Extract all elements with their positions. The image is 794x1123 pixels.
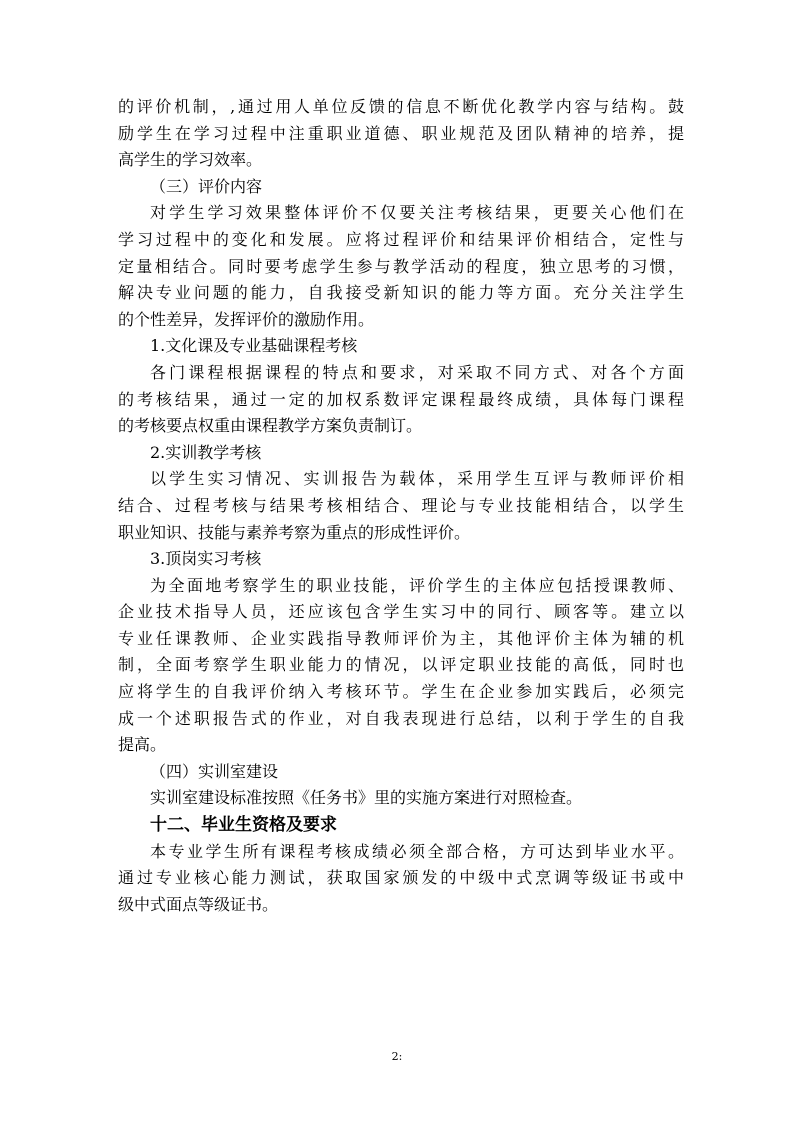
text-line: 成一个述职报告式的作业，对自我表现进行总结，以利于学生的自我 [118,708,684,728]
text-line: 以学生实习情况、实训报告为载体，采用学生互评与教师评价相 [150,469,684,489]
text-line: 学习过程中的变化和发展。应将过程评价和结果评价相结合，定性与 [118,229,684,249]
paragraph-training-room [118,785,684,812]
text-line: 各门课程根据课程的特点和要求，对采取不同方式、对各个方面 [150,362,684,382]
text-line: 对学生学习效果整体评价不仅要关注考核结果，更要关心他们在 [150,203,684,223]
text-line: 的考核结果，通过一定的加权系数评定课程最终成绩，具体每门课程 [118,389,684,409]
chapter-heading-graduation-requirements: 十二、毕业生资格及要求 [150,815,337,836]
text-line: 职业知识、技能与素养考察为重点的形成性评价。 [118,522,471,542]
paragraph-graduation-requirements [118,839,684,919]
text-line: 专业任课教师、企业实践指导教师评价为主，其他评价主体为辅的机 [118,628,684,648]
text-line: 的考核要点权重由课程教学方案负责制订。 [118,416,423,436]
text-line: 的个性差异，发挥评价的激励作用。 [118,309,375,329]
text-line: 级中式面点等级证书。 [118,894,279,914]
text-line: 制，全面考察学生职业能力的情况，以评定职业技能的高低，同时也 [118,655,684,675]
text-line: 应将学生的自我评价纳入考核环节。学生在企业参加实践后，必须完 [118,682,684,702]
subheading-practical-training-assessment: 2.实训教学考核 [150,442,262,462]
paragraph-internship-assessment [118,573,684,759]
document-page [118,94,684,918]
paragraph-practical-training-assessment [118,466,684,546]
page-number: 2: [391,1050,403,1063]
text-line: 励学生在学习过程中注重职业道德、职业规范及团队精神的培养，提 [118,123,684,143]
section-heading-evaluation-content: （三）评价内容 [150,176,263,196]
text-line: 解决专业问题的能力，自我接受新知识的能力等方面。充分关注学生 [118,283,684,303]
text-line: 实训室建设标准按照《任务书》里的实施方案进行对照检查。 [150,788,583,808]
text-line: 结合、过程考核与结果考核相结合、理论与专业技能相结合，以学生 [118,495,684,515]
paragraph-culture-course-assessment [118,360,684,440]
text-line: 为全面地考察学生的职业技能，评价学生的主体应包括授课教师、 [150,575,684,595]
section-heading-training-room: （四）实训室建设 [150,761,279,781]
text-line: 高学生的学习效率。 [118,150,263,170]
subheading-culture-course-assessment: 1.文化课及专业基础课程考核 [150,336,358,356]
text-line: 通过专业核心能力测试，获取国家颁发的中级中式烹调等级证书或中 [118,868,684,888]
paragraph-evaluation-content [118,200,684,333]
text-line: 提高。 [118,735,167,755]
text-line: 企业技术指导人员，还应该包含学生实习中的同行、顾客等。建立以 [118,602,684,622]
paragraph-evaluation-mechanism [118,94,684,174]
subheading-internship-assessment: 3.顶岗实习考核 [150,549,262,569]
text-line: 定量相结合。同时要考虑学生参与教学活动的程度，独立思考的习惯， [118,256,684,276]
text-line: 本专业学生所有课程考核成绩必须全部合格，方可达到毕业水平。 [150,841,684,861]
text-line: 的评价机制，,通过用人单位反馈的信息不断优化教学内容与结构。鼓 [118,97,684,116]
